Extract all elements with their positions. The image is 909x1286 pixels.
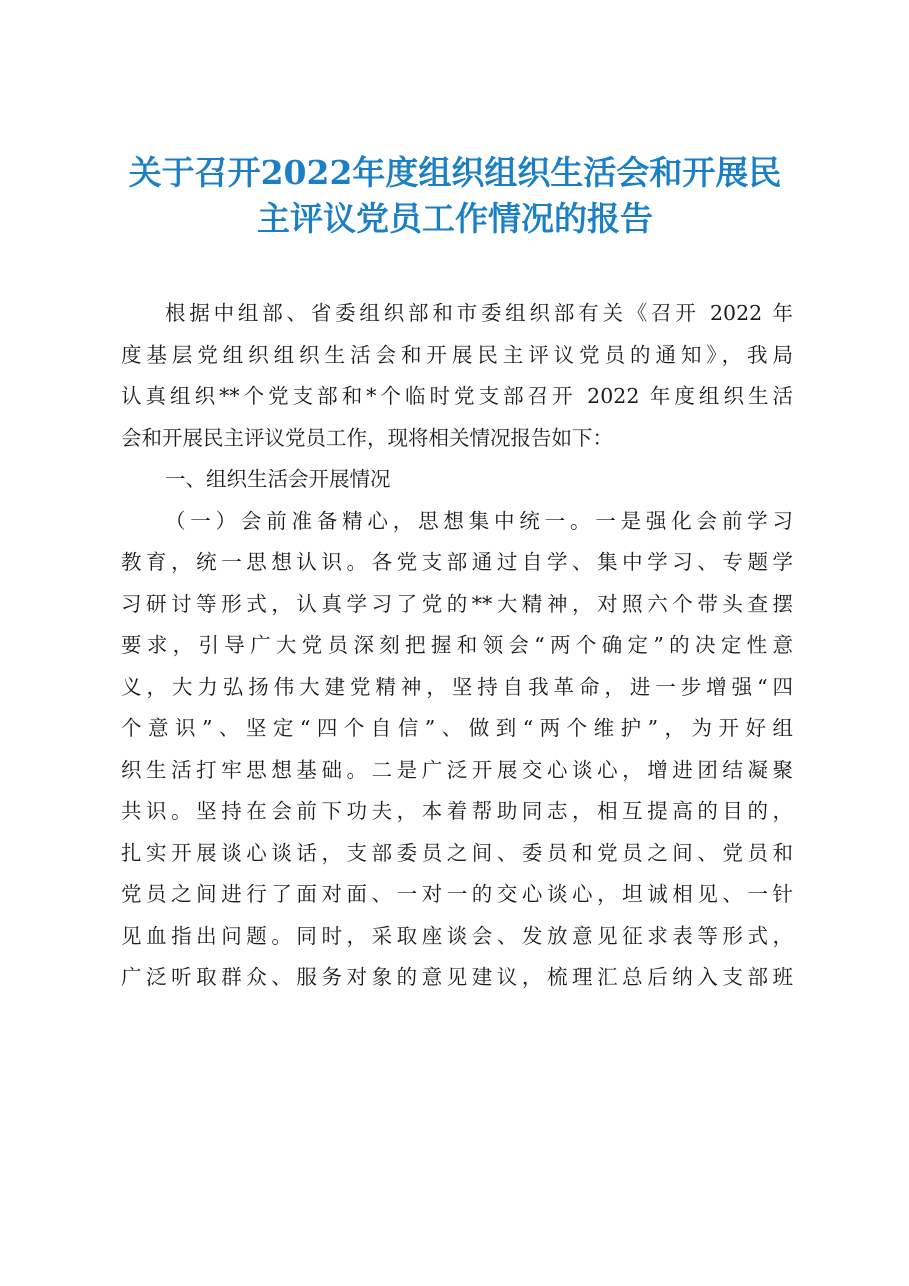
text-line: 认真组织**个党支部和*个临时党支部召开 2022 年度组织生活 [121,384,793,408]
text-line: 织生活打牢思想基础。二是广泛开展交心谈心，增进团结凝聚 [121,757,793,782]
text-line: 扎实开展谈心谈话，支部委员之间、委员和党员之间、党员和 [121,840,793,865]
text-line: 度基层党组织组织生活会和开展民主评议党员的通知》，我局 [121,342,793,367]
text-line: （一）会前准备精心，思想集中统一。一是强化会前学习 [165,508,793,533]
text-line: 共识。坚持在会前下功夫，本着帮助同志，相互提高的目的， [121,799,793,823]
text-line: 习研讨等形式，认真学习了党的**大精神，对照六个带头查摆 [121,591,793,616]
document-title [100,150,810,242]
paragraph-subsection-1 [121,501,793,999]
text-line: 要求，引导广大党员深刻把握和领会“两个确定”的决定性意 [121,633,793,657]
text-line: 教育，统一思想认识。各党支部通过自学、集中学习、专题学 [121,550,793,574]
document-body [121,293,793,999]
text-line: 广泛听取群众、服务对象的意见建议，梳理汇总后纳入支部班 [121,965,793,989]
text-line: 见血指出问题。同时，采取座谈会、发放意见征求表等形式， [121,923,793,948]
paragraph-intro [121,293,793,459]
title-line-2: 主评议党员工作情况的报告 [257,199,653,238]
text-line: 个意识”、坚定“四个自信”、做到“两个维护”，为开好组 [121,716,793,740]
text-line: 党员之间进行了面对面、一对一的交心谈心，坦诚相见、一针 [121,882,793,906]
title-line-1: 关于召开2022年度组织组织生活会和开展民 [128,153,782,192]
text-line: 义，大力弘扬伟大建党精神，坚持自我革命，进一步增强“四 [121,674,793,699]
text-line: 一、组织生活会开展情况 [165,467,391,491]
text-line: 根据中组部、省委组织部和市委组织部有关《召开 2022 年 [165,301,793,325]
section-heading [121,459,793,501]
text-line: 会和开展民主评议党员工作，现将相关情况报告如下： [121,425,613,450]
